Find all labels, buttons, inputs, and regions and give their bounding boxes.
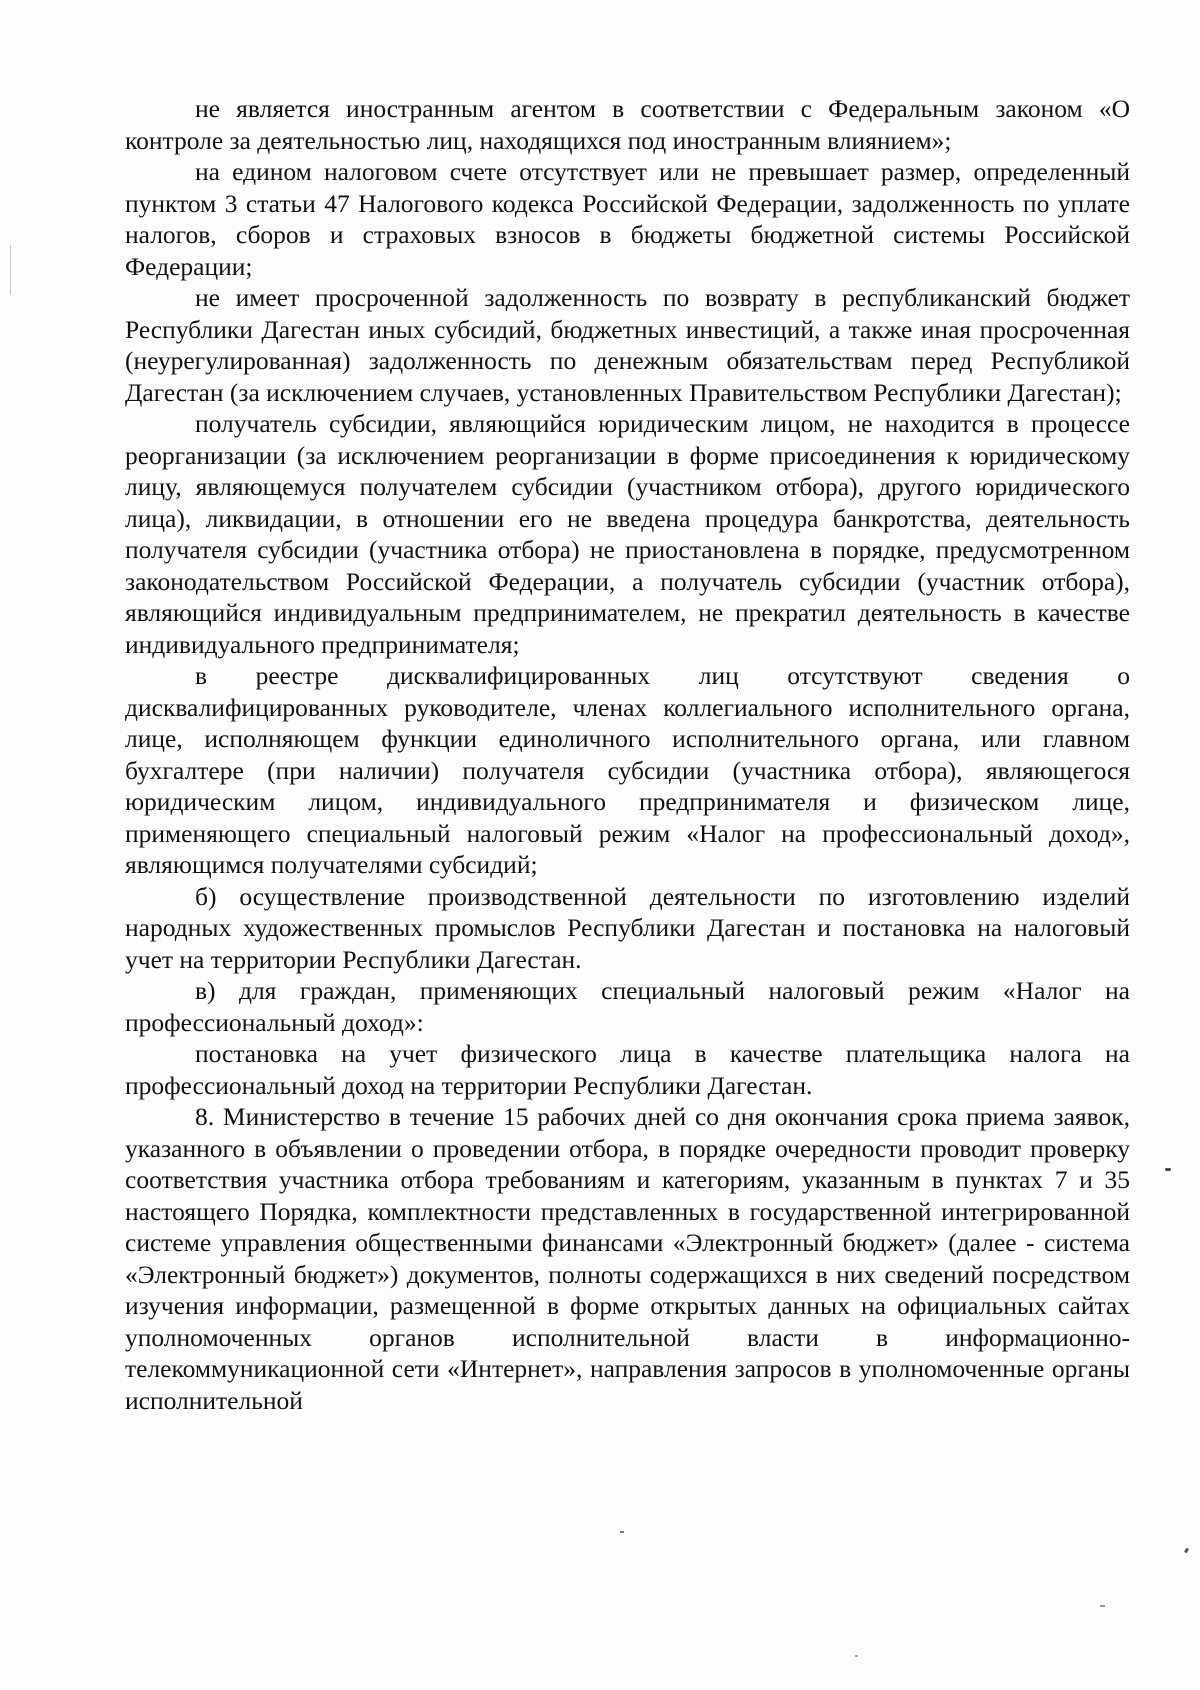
paragraph-tax-debt: на едином налоговом счете отсутствует или не превышает размер, определенный пунктом 3 статьи 47 Налогового кодекса Российской Федерации, задолженность по уплате налогов, сборов и страховых взносов в бюджеты бюджетной системы Российской Федерации; bbox=[125, 157, 1130, 281]
paragraph-self-employed: в) для граждан, применяющих специальный налоговый режим «Налог на профессиональный доход»: bbox=[125, 976, 1130, 1037]
paragraph-foreign-agent: не является иностранным агентом в соответствии с Федеральным законом «О контроле за деятельностью лиц, находящихся под иностранным влиянием»; bbox=[125, 94, 1130, 155]
paragraph-reorganization: получатель субсидии, являющийся юридическим лицом, не находится в процессе реорганизации (за исключением реорганизации в форме присоединения к юридическому лицу, являющемуся получателем субсидии (участником отбора), другого юридического лица), ликвидации, в отношении его не введена процедура банкротства, деятельность получателя субсидии (участника отбора) не приостановлена в порядке, предусмотренном законодательством Российской Федерации, а получатель субсидии (участник отбора), являющийся индивидуальным предпринимателем, не прекратил деятельность в качестве индивидуального предпринимателя; bbox=[125, 409, 1130, 659]
paragraph-overdue-debt: не имеет просроченной задолженность по возврату в республиканский бюджет Республики Дагестан иных субсидий, бюджетных инвестиций, а также иная просроченная (неурегулированная) задолженность по денежным обязательствам перед Республикой Дагестан (за исключением случаев, установленных Правительством Республики Дагестан); bbox=[125, 283, 1130, 407]
scan-artifact-bottom-right-dot bbox=[1100, 1605, 1105, 1607]
scan-artifact-bottom-dot bbox=[620, 1531, 624, 1533]
paragraph-ministry-review: 8. Министерство в течение 15 рабочих дней со дня окончания срока приема заявок, указанного в объявлении о проведении отбора, в порядке очередности проводит проверку соответствия участника отбора требованиям и категориям, указанным в пунктах 7 и 35 настоящего Порядка, комплектности представленных в государственной интегрированной системе управления общественными финансами «Электронный бюджет» (далее - система «Электронный бюджет») документов, полноты содержащихся в них сведений посредством изучения информации, размещенной в форме открытых данных на официальных сайтах уполномоченных органов исполнительной власти в информационно-телекоммуникационной сети «Интернет», направления запросов в уполномоченные органы исполнительной bbox=[125, 1102, 1130, 1415]
scan-artifact-right-dot bbox=[1165, 1168, 1171, 1171]
paragraph-tax-registration: постановка на учет физического лица в качестве плательщика налога на профессиональный доход на территории Республики Дагестан. bbox=[125, 1039, 1130, 1100]
paragraph-production-activity: б) осуществление производственной деятельности по изготовлению изделий народных художественных промыслов Республики Дагестан и постановка на налоговый учет на территории Республики Дагестан. bbox=[125, 881, 1130, 974]
document-body bbox=[125, 93, 1130, 1416]
scan-artifact-right-tick bbox=[1184, 1548, 1189, 1554]
paragraph-disqualified-register: в реестре дисквалифицированных лиц отсутствуют сведения о дисквалифицированных руководителе, членах коллегиального исполнительного органа, лице, исполняющем функции единоличного исполнительного органа, или главном бухгалтере (при наличии) получателя субсидии (участника отбора), являющегося юридическим лицом, индивидуального предпринимателя и физическом лице, применяющего специальный налоговый режим «Налог на профессиональный доход», являющимся получателями субсидий; bbox=[125, 661, 1130, 879]
scan-artifact-left-line bbox=[10, 245, 11, 295]
scan-artifact-bottom-speck bbox=[855, 1655, 858, 1657]
